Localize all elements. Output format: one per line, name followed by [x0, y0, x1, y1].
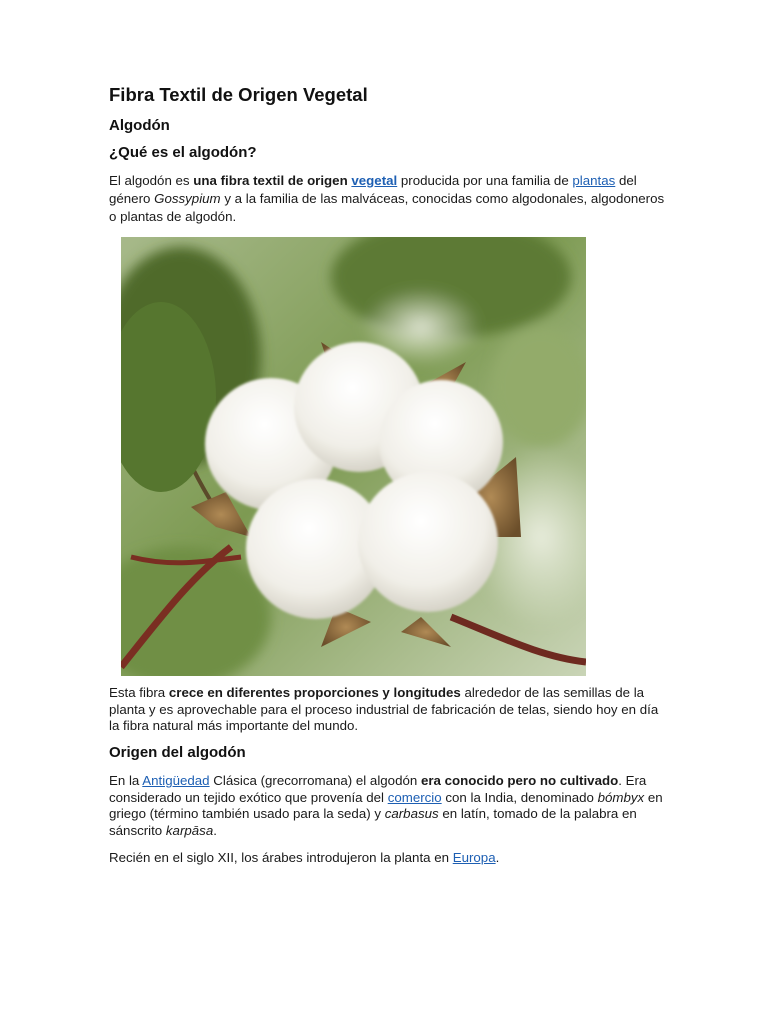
link-comercio[interactable]: comercio [387, 789, 442, 805]
text-run: con la India, denominado [441, 789, 598, 805]
text-run: Esta fibra [109, 685, 169, 700]
text-run: Clásica (grecorromana) el algodón [209, 773, 421, 788]
text-run: . [213, 822, 217, 838]
paragraph-definition [109, 172, 669, 226]
bold-run: era conocido pero no cultivado [420, 773, 619, 788]
italic-run: Gossypium [154, 191, 221, 206]
text-run: . [495, 850, 500, 865]
link-antiguedad[interactable]: Antigüedad [142, 773, 210, 788]
cotton-boll-photo [121, 237, 586, 676]
text-run: El algodón es [109, 173, 194, 188]
text-run: alrededor de las semillas de la planta y es aprovechable para el proceso industrial de fabricación de telas, siendo hoy en día la fibra natural más importante del mundo. [109, 685, 659, 733]
italic-run: bómbyx [597, 789, 645, 805]
link-europa[interactable]: Europa [452, 850, 496, 865]
link-vegetal[interactable]: vegetal [351, 173, 398, 188]
document-title: Fibra Textil de Origen Vegetal [109, 84, 368, 105]
paragraph-origin [109, 773, 669, 839]
link-plantas[interactable]: plantas [572, 173, 616, 188]
paragraph-growth [109, 685, 669, 735]
text-run: producida por una familia de [397, 173, 573, 188]
heading-que-es: ¿Qué es el algodón? [109, 144, 257, 161]
text-run: En la [109, 773, 143, 788]
text-run: y a la familia de las malváceas, conocidas como algodonales, algodoneros o plantas de algodón. [109, 191, 665, 224]
text-run: del género [109, 173, 637, 206]
italic-run: karpāsa [165, 822, 214, 838]
text-run: en latín, tomado de la palabra en sánscrito [109, 806, 637, 838]
heading-origen: Origen del algodón [109, 744, 246, 761]
text-run: en griego (término también usado para la seda) y [109, 789, 663, 821]
paragraph-europe [109, 850, 669, 867]
text-run: Recién en el siglo XII, los árabes introdujeron la planta en [109, 850, 453, 865]
italic-run: carbasus [384, 806, 439, 821]
bold-run: una fibra textil de origen [193, 173, 352, 188]
heading-algodon: Algodón [109, 117, 170, 134]
bold-run: crece en diferentes proporciones y longitudes [168, 685, 461, 700]
text-run: . Era considerado un tejido exótico que provenía del [109, 773, 647, 805]
